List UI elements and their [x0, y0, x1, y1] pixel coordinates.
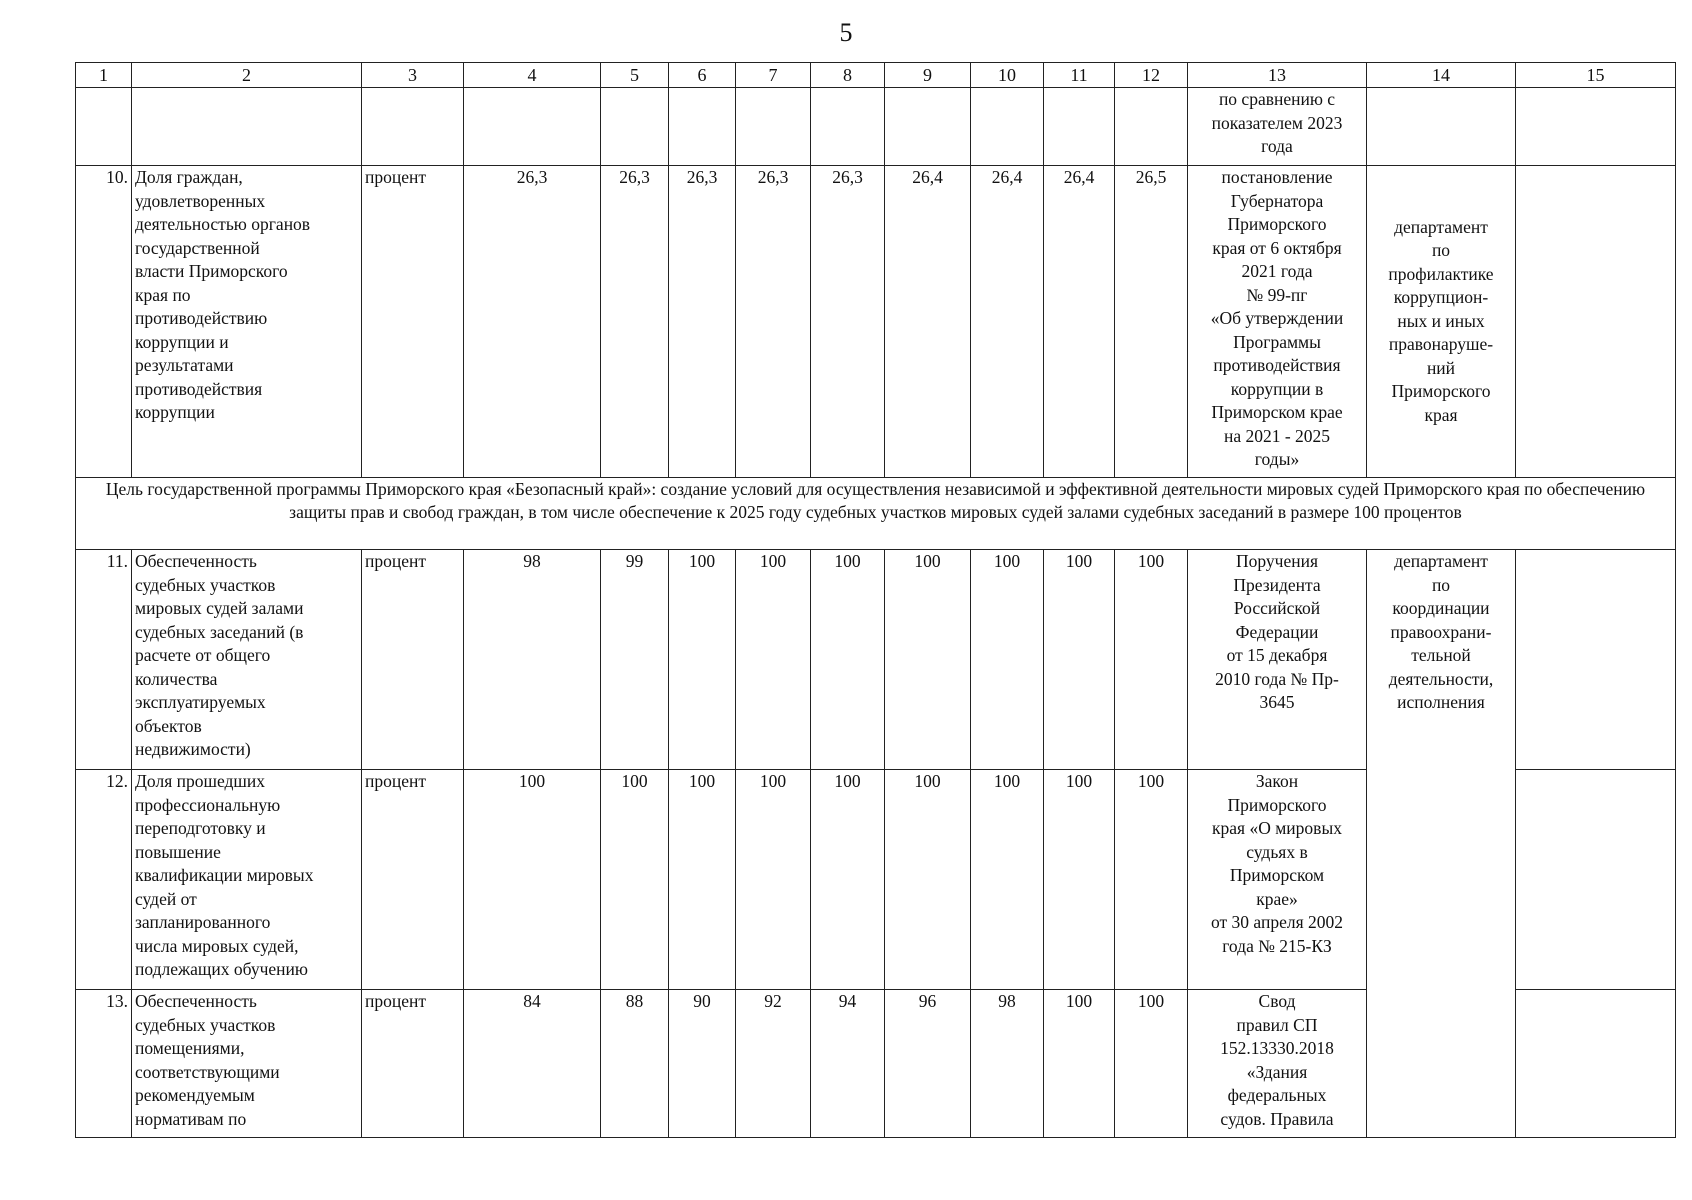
value-cell: 100 — [669, 770, 736, 990]
unit-cell: процент — [362, 166, 464, 478]
table-row — [76, 550, 1676, 770]
value-cell: 88 — [601, 990, 669, 1138]
indicator-name: Обеспеченность судебных участков мировых судей залами судебных заседаний (в расчете от общего количества эксплуатируемых объектов недвижимости) — [132, 550, 362, 770]
value-cell: 99 — [601, 550, 669, 770]
value-cell: 26,4 — [1044, 166, 1115, 478]
header-cell: 4 — [464, 63, 601, 88]
header-cell: 14 — [1367, 63, 1516, 88]
value-cell: 100 — [1044, 550, 1115, 770]
row-number: 10. — [76, 166, 132, 478]
value-cell: 100 — [811, 770, 885, 990]
header-cell: 2 — [132, 63, 362, 88]
value-cell: 98 — [464, 550, 601, 770]
header-cell: 10 — [971, 63, 1044, 88]
header-cell: 12 — [1115, 63, 1188, 88]
indicator-name: Доля прошедших профессиональную переподготовку и повышение квалификации мировых судей от запланированного числа мировых судей, подлежащих обучению — [132, 770, 362, 990]
unit-cell: процент — [362, 770, 464, 990]
value-cell: 92 — [736, 990, 811, 1138]
value-cell: 100 — [736, 770, 811, 990]
header-cell: 5 — [601, 63, 669, 88]
source-cell: Закон Приморского края «О мировых судьях в Приморском крае» от 30 апреля 2002 года № 215-КЗ — [1188, 770, 1367, 990]
unit-cell: процент — [362, 990, 464, 1138]
value-cell: 84 — [464, 990, 601, 1138]
value-cell: 98 — [971, 990, 1044, 1138]
continuation-row — [76, 88, 1676, 166]
value-cell: 26,3 — [464, 166, 601, 478]
value-cell: 26,4 — [971, 166, 1044, 478]
value-cell: 100 — [1115, 990, 1188, 1138]
row-number: 13. — [76, 990, 132, 1138]
value-cell: 26,3 — [601, 166, 669, 478]
value-cell: 100 — [811, 550, 885, 770]
value-cell: 26,3 — [669, 166, 736, 478]
header-cell: 11 — [1044, 63, 1115, 88]
value-cell: 100 — [736, 550, 811, 770]
value-cell: 26,4 — [885, 166, 971, 478]
header-cell: 9 — [885, 63, 971, 88]
value-cell: 100 — [885, 550, 971, 770]
row-number: 12. — [76, 770, 132, 990]
value-cell: 100 — [669, 550, 736, 770]
value-cell: 90 — [669, 990, 736, 1138]
responsible-cell: департамент по координации правоохрани- тельной деятельности, исполнения — [1367, 550, 1516, 1138]
value-cell: 100 — [601, 770, 669, 990]
indicators-table — [75, 62, 1676, 1138]
table-row — [76, 166, 1676, 478]
value-cell: 26,3 — [811, 166, 885, 478]
header-cell: 1 — [76, 63, 132, 88]
header-cell: 3 — [362, 63, 464, 88]
value-cell: 100 — [971, 770, 1044, 990]
source-cell: Поручения Президента Российской Федерации от 15 декабря 2010 года № Пр- 3645 — [1188, 550, 1367, 770]
header-cell: 15 — [1516, 63, 1676, 88]
value-cell: 100 — [971, 550, 1044, 770]
value-cell: 100 — [1115, 770, 1188, 990]
goal-row — [76, 478, 1676, 550]
responsible-cell: департамент по профилактике коррупцион- ных и иных правонаруше- ний Приморского края — [1367, 166, 1516, 478]
header-row — [76, 63, 1676, 88]
value-cell: 100 — [464, 770, 601, 990]
header-cell: 13 — [1188, 63, 1367, 88]
row-number: 11. — [76, 550, 132, 770]
value-cell: 26,5 — [1115, 166, 1188, 478]
source-cell: Свод правил СП 152.13330.2018 «Здания федеральных судов. Правила — [1188, 990, 1367, 1138]
value-cell: 94 — [811, 990, 885, 1138]
source-cell: по сравнению с показателем 2023 года — [1188, 88, 1367, 166]
value-cell: 100 — [1044, 770, 1115, 990]
program-goal: Цель государственной программы Приморского края «Безопасный край»: создание условий для осуществления независимой и эффективной деятельности мировых судей Приморского края по обеспечению защиты прав и свобод граждан, в том числе обеспечение к 2025 году судебных участков мировых судей залами судебных заседаний в размере 100 процентов — [76, 478, 1676, 550]
value-cell: 96 — [885, 990, 971, 1138]
value-cell: 100 — [885, 770, 971, 990]
header-cell: 7 — [736, 63, 811, 88]
indicator-name: Обеспеченность судебных участков помещениями, соответствующими рекомендуемым нормативам по — [132, 990, 362, 1138]
value-cell: 100 — [1115, 550, 1188, 770]
indicator-name: Доля граждан, удовлетворенных деятельностью органов государственной власти Приморского края по противодействию коррупции и результатами противодействия коррупции — [132, 166, 362, 478]
value-cell: 100 — [1044, 990, 1115, 1138]
unit-cell: процент — [362, 550, 464, 770]
header-cell: 6 — [669, 63, 736, 88]
header-cell: 8 — [811, 63, 885, 88]
source-cell: постановление Губернатора Приморского края от 6 октября 2021 года № 99-пг «Об утверждении Программы противодействия коррупции в Приморском крае на 2021 - 2025 годы» — [1188, 166, 1367, 478]
value-cell: 26,3 — [736, 166, 811, 478]
page-number: 5 — [839, 18, 853, 47]
